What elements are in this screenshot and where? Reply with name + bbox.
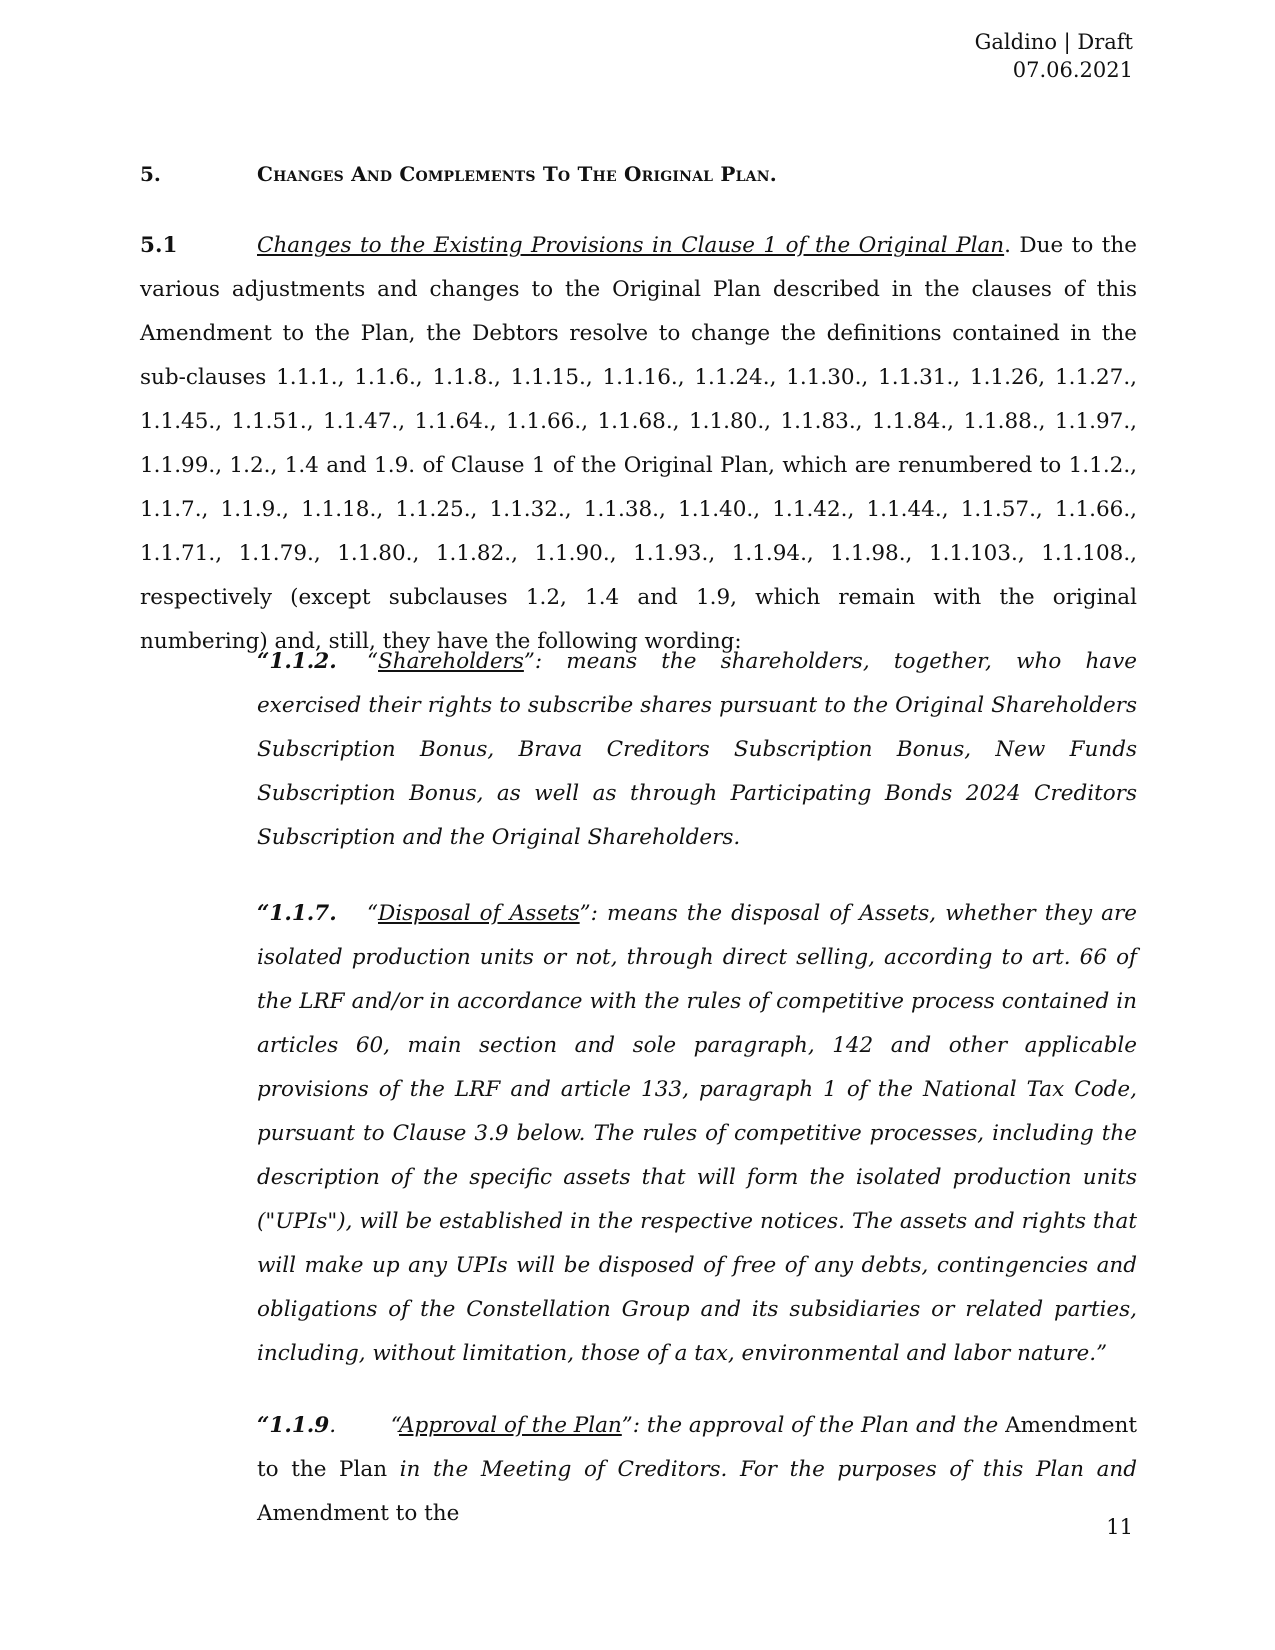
section-heading <box>140 160 1135 188</box>
definition-term: Approval of the Plan <box>399 1413 622 1438</box>
definition-number: “1.1.2. <box>257 649 337 674</box>
definition-number: “1.1.7. <box>257 901 337 926</box>
clause-body: . Due to the various adjustments and changes to the Original Plan described in the clauses of this Amendment to the Plan, the Debtors resolve to change the definitions contained in the sub-clauses 1.1.1., 1.1.6., 1.1.8., 1.1.15., 1.1.16., 1.1.24., 1.1.30., 1.1.31., 1.1.26, 1.1.27., 1.1.45., 1.1.51., 1.1.47., 1.1.64., 1.1.66., 1.1.68., 1.1.80., 1.1.83., 1.1.84., 1.1.88., 1.1.97., 1.1.99., 1.2., 1.4 and 1.9. of Clause 1 of the Original Plan, which are renumbered to 1.1.2., 1.1.7., 1.1.9., 1.1.18., 1.1.25., 1.1.32., 1.1.38., 1.1.40., 1.1.42., 1.1.44., 1.1.57., 1.1.66., 1.1.71., 1.1.79., 1.1.80., 1.1.82., 1.1.90., 1.1.93., 1.1.94., 1.1.98., 1.1.103., 1.1.108., respectively (except subclauses 1.2, 1.4 and 1.9, which remain with the original numbering) and, still, they have the following wording: <box>140 233 1137 654</box>
definition-number: “1.1.9 <box>257 1413 330 1438</box>
section-number: 5. <box>140 162 161 186</box>
definition-text-a: ”: the approval of the Plan and the <box>621 1413 1006 1438</box>
term-open-quote: “ <box>367 649 378 674</box>
definition-shareholders <box>257 640 1137 860</box>
definition-approval-of-plan <box>257 1404 1137 1536</box>
header-draft-label: Galdino | Draft <box>974 30 1133 54</box>
page-number: 11 <box>1106 1515 1133 1539</box>
definition-disposal-of-assets <box>257 892 1137 1376</box>
definition-term: Disposal of Assets <box>378 901 580 926</box>
page-header <box>975 28 1133 84</box>
clause-number: 5.1 <box>140 233 178 258</box>
term-open-quote: “ <box>367 901 378 926</box>
definition-text-d: Amendment to the <box>257 1501 460 1526</box>
header-date: 07.06.2021 <box>1012 58 1133 82</box>
term-open-quote: . “ <box>329 1413 400 1438</box>
section-title: Changes And Complements To The Original Plan. <box>257 162 777 186</box>
definition-text: ”: means the shareholders, together, who have exercised their rights to subscribe shares pursuant to the Original Shareholders Subscription Bonus, Brava Creditors Subscription Bonus, New Funds Subscription Bonus, as well as through Participating Bonds 2024 Creditors Subscription and the Original Shareholders. <box>257 649 1137 850</box>
clause-heading: Changes to the Existing Provisions in Clause 1 of the Original Plan <box>257 233 1005 258</box>
definition-text-c: in the Meeting of Creditors. For the purposes of this Plan and <box>387 1457 1137 1482</box>
clause-5-1 <box>140 224 1137 664</box>
definition-text: ”: means the disposal of Assets, whether they are isolated production units or not, through direct selling, according to art. 66 of the LRF and/or in accordance with the rules of competitive process contained in articles 60, main section and sole paragraph, 142 and other applicable provisions of the LRF and article 133, paragraph 1 of the National Tax Code, pursuant to Clause 3.9 below. The rules of competitive processes, including the description of the specific assets that will form the isolated production units ("UPIs"), will be established in the respective notices. The assets and rights that will make up any UPIs will be disposed of free of any debts, contingencies and obligations of the Constellation Group and its subsidiaries or related parties, including, without limitation, those of a tax, environmental and labor nature.” <box>257 901 1137 1366</box>
definition-text-b: Amendment to the Plan <box>257 1413 1137 1482</box>
definition-term: Shareholders <box>378 649 524 674</box>
